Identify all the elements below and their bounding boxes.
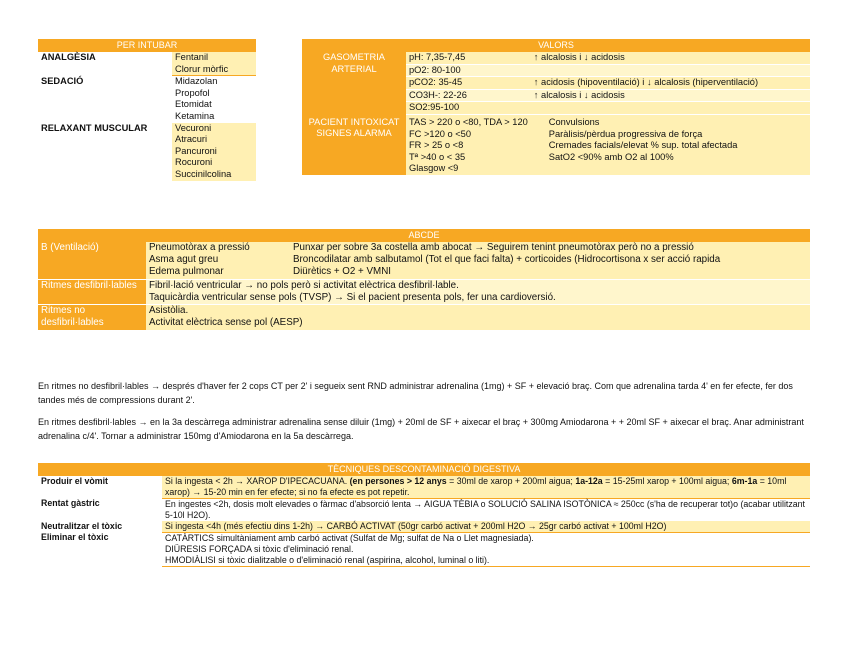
tecnica-label: Rentat gàstric	[41, 498, 100, 509]
valors-table	[302, 39, 810, 175]
intubar-drug: Midazolan Propofol Etomidat Ketamina	[172, 76, 256, 123]
tecnica-label: Neutralitzar el tòxic	[41, 520, 123, 531]
tecniques-table	[38, 463, 810, 567]
b-treatment: Diürètics + O2 + VMNI	[290, 266, 810, 279]
tecnica-label: Eliminar el tòxic	[41, 532, 109, 543]
gaso-note: ↑ acidosis (hipoventilació) i ↓ alcalosis (hiperventilació)	[531, 77, 810, 90]
tecniques-grid	[38, 476, 810, 567]
desf-rows: Fibril·lació ventricular → no pols però si activitat elèctrica desfibril·lable. Taquicàrdia ventricular sense pols (TVSP) → Si el pacient presenta pols, fer una cardioversió.	[146, 279, 810, 304]
gasometria-label: GASOMETRIA ARTERIAL	[302, 52, 406, 115]
b-condition: Asma agut greu	[146, 254, 290, 266]
gaso-value: pH: 7,35-7,45	[406, 52, 531, 64]
b-condition: Pneumotòrax a pressió	[146, 242, 290, 254]
gaso-note	[531, 64, 810, 77]
intubar-label: ANALGÈSIA	[41, 52, 96, 62]
desf-label: Ritmes desfibril·lables	[38, 279, 146, 304]
tecnica-text: Si la ingesta < 2h → XAROP D'IPECACUANA. (en persones > 12 anys = 30ml de xarop + 200ml aigua; 1a-12a = 15-25ml xarop + 100ml aigua; 6m-1a = 10ml xarop) → 15-20 min en fer efecte; si no fa efecte es pot repetir.	[162, 476, 810, 498]
tecnica-text: Si ingesta <4h (més efectiu dins 1-2h) → CARBÓ ACTIVAT (50gr carbó activat + 200ml H2O → 25gr carbó activat + 100ml H2O)	[162, 521, 810, 532]
b-label: B (Ventilació)	[38, 242, 146, 279]
intubar-label: RELAXANT MUSCULAR	[41, 122, 148, 133]
gaso-note: ↑ alcalosis i ↓ acidosis	[531, 52, 810, 64]
pacient-label: PACIENT INTOXICAT SIGNES ALARMA	[302, 115, 406, 176]
intubar-grid	[38, 52, 256, 181]
gaso-value: SO2:95-100	[406, 102, 531, 115]
b-treatment: Punxar per sobre 3a costella amb abocat → Seguirem tenint pneumotòrax però no a pressió	[290, 242, 810, 254]
gaso-value: pO2: 80-100	[406, 64, 531, 77]
gaso-value: pCO2: 35-45	[406, 77, 531, 90]
notes	[38, 380, 810, 444]
nodesf-rows: Asistòlia. Activitat elèctrica sense pol (AESP)	[146, 305, 810, 330]
gaso-note: ↑ alcalosis i ↓ acidosis	[531, 89, 810, 102]
valors-title: VALORS	[302, 39, 810, 52]
gaso-value: CO3H-: 22-26	[406, 89, 531, 102]
intubar-drug: Fentanil Clorur mòrfic	[172, 52, 256, 76]
note-rd: En ritmes desfibril·lables → en la 3a descàrrega administrar adrenalina sense diluir (1mg) + 20ml de SF + aixecar el braç + 300mg Amiodarona + + 20ml SF + aixecar el braç. Anar administrant adrenalina c/4'. Tornar a administrar 150mg d'Amiodarona en la 5a descàrrega.	[38, 416, 804, 441]
pacient-signs-right: Convulsions Paràlisis/pèrdua progressiva de força Cremades facials/elevat % sup. total afectada SatO2 <90% amb O2 al 100%	[531, 115, 810, 176]
b-treatment: Broncodilatar amb salbutamol (Tot el que faci falta) + corticoides (Hidrocortisona x ser acció rapida	[290, 254, 810, 266]
abcde-title: ABCDE	[38, 229, 810, 242]
valors-grid	[302, 52, 810, 175]
tecnica-label: Produir el vòmit	[41, 476, 108, 486]
intubar-title: PER INTUBAR	[38, 39, 256, 52]
b-condition: Edema pulmonar	[146, 266, 290, 279]
intubar-label: SEDACIÓ	[41, 75, 84, 86]
gaso-note	[531, 102, 810, 115]
note-rnd: En ritmes no desfibril·lables → després d'haver fer 2 cops CT per 2' i segueix sent RND administrar adrenalina (1mg) + SF + elevació braç. Com que adrenalina tarda 4' en fer efecte, fer dos tandes més de compressions durant 2'.	[38, 381, 793, 405]
tecniques-title: TÈCNIQUES DESCONTAMINACIÓ DIGESTIVA	[38, 463, 810, 476]
abcde-table	[38, 229, 810, 330]
intubar-drug: Vecuroni Atracuri Pancuroni Rocuroni Succinilcolina	[172, 123, 256, 181]
tecnica-text: CATÀRTICS simultàniament amb carbó activat (Sulfat de Mg; sulfat de Na o Llet magnesiada). DIÜRESIS FORÇADA si tòxic d'eliminació renal. HMODIÀLISI si tòxic dialitzable o d'eliminació renal (aspirina, alcohol, luminal o liti).	[162, 532, 810, 566]
nodesf-label: Ritmes no desfibril·lables	[38, 305, 146, 330]
abcde-grid	[38, 242, 810, 330]
tecnica-text: En ingestes <2h, dosis molt elevades o fàrmac d'absorció lenta → AIGUA TÈBIA o SOLUCIÓ SALINA ISOTÒNICA ≈ 250cc (s'ha de recuperar tot)o (acabar utilitzant 5-10l H2O).	[162, 498, 810, 520]
pacient-signs-left: TAS > 220 o <80, TDA > 120 FC >120 o <50 FR > 25 o <8 Tª >40 o < 35 Glasgow <9	[406, 115, 531, 176]
intubar-table	[38, 39, 256, 181]
